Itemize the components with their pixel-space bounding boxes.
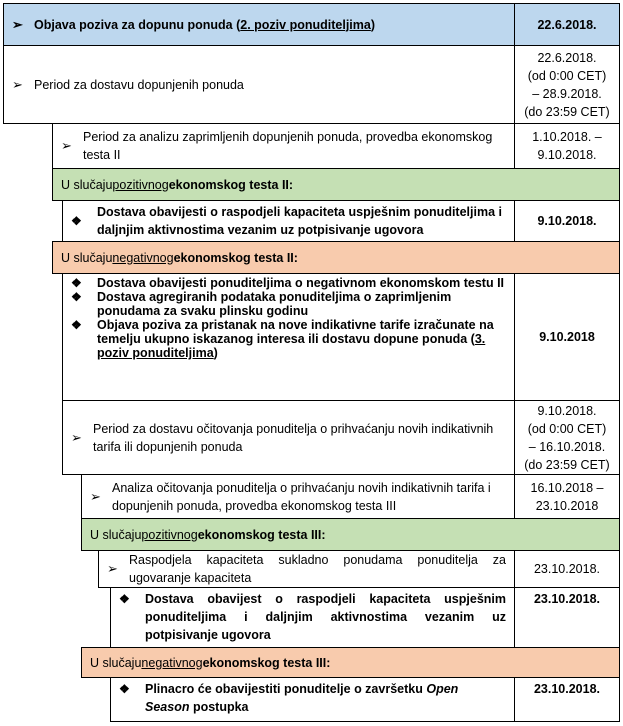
row-open-season-end: ❖ Plinacro će obavijestiti ponuditelje o završetku Open Season postupka [110,677,515,722]
row-text: Objava poziva za dopunu ponuda ( [34,17,241,32]
row-submission-period [3,45,515,124]
row-response-analysis [81,474,515,519]
list-item: ❖ Dostava obavijesti ponuditeljima o negativnom ekonomskom testu II [71,276,505,290]
positive-case-header: U slučaju pozitivnog ekonomskog testa III: [81,518,620,551]
diamond-bullet-icon: ❖ [71,276,82,290]
date-cell: 16.10.2018 – 23.10.2018 [514,474,620,519]
row-text: Analiza očitovanja ponuditelja o prihvaćanju novih indikativnih tarifa i dopunjenih ponuda, provedba ekonomskog testa III [112,480,491,513]
date-cell: 9.10.2018. [514,200,620,242]
list-item: ❖ Dostava agregiranih podataka ponuditeljima o zaprimljenim ponudama za svaku plinsku godinu [71,290,452,318]
call-2-link[interactable]: 2. poziv ponuditeljima [240,17,371,32]
diamond-bullet-icon: ❖ [71,214,82,228]
date-cell: 1.10.2018. – 9.10.2018. [514,123,620,169]
row-negative-actions [62,273,515,401]
row-response-period [62,400,515,475]
row-capacity-allocation [98,550,515,588]
arrowhead-bullet-icon: ➢ [71,429,82,445]
diamond-bullet-icon: ❖ [71,318,82,332]
row-analysis-period [52,123,515,169]
negative-case-header: U slučaju negativnog ekonomskog testa III: [81,647,620,678]
row-text: Period za dostavu dopunjenih ponuda [34,77,244,92]
date-cell: 22.6.2018. (od 0:00 CET) – 28.9.2018. (do 23:59 CET) [514,45,620,124]
arrowhead-bullet-icon: ➢ [107,561,118,576]
negative-case-header: U slučaju negativnog ekonomskog testa II: [52,241,620,274]
row-text: Period za dostavu očitovanja ponuditelja o prihvaćanju novih indikativnih tarifa ili dopunjenih ponuda [93,421,494,454]
date-cell: 9.10.2018. (od 0:00 CET) – 16.10.2018. (do 23:59 CET) [514,400,620,475]
list-item: ❖ Objava poziva za pristanak na nove indikativne tarife izračunate na temelju ukupno iskazanog interesa ili dostavu dopune ponuda (3. poziv ponuditeljima) [71,318,494,360]
diamond-bullet-icon: ❖ [71,290,82,304]
diamond-bullet-icon: ❖ [119,592,130,606]
row-text: Dostava obavijest o raspodjeli kapaciteta uspješnim ponuditeljima i daljnjim aktivnostima vezanim uz potpisivanje ugovora [145,592,506,642]
row-text: Raspodjela kapaciteta sukladno ponudama ponuditelja za ugovaranje kapaciteta [129,553,506,585]
date-cell: 9.10.2018 [514,273,620,401]
row-text: Period za analizu zaprimljenih dopunjenih ponuda, provedba ekonomskog testa II [83,130,493,162]
date-cell: 23.10.2018. [514,677,620,722]
arrowhead-bullet-icon: ➢ [61,138,72,153]
date-cell: 23.10.2018. [514,550,620,588]
date-cell: 22.6.2018. [514,3,620,46]
call-3-link[interactable]: 3. poziv ponuditeljima [97,332,486,360]
action-list [71,276,506,360]
diamond-bullet-icon: ❖ [119,682,130,696]
arrowhead-bullet-icon: ➢ [90,488,101,504]
row-text: Dostava obavijesti o raspodjeli kapaciteta uspješnim ponuditeljima i daljnjim aktivnostima vezanim uz potpisivanje ugovora [97,205,502,237]
arrowhead-bullet-icon: ➢ [12,76,23,92]
row-open-call-2: ➢ Objava poziva za dopunu ponuda (2. poziv ponuditeljima) [3,3,515,46]
row-allocation-notice-3 [110,587,515,648]
arrowhead-bullet-icon: ➢ [12,16,23,32]
positive-case-header: U slučaju pozitivnog ekonomskog testa II: [52,168,620,201]
row-allocation-notice [62,200,515,242]
date-cell: 23.10.2018. [514,587,620,648]
